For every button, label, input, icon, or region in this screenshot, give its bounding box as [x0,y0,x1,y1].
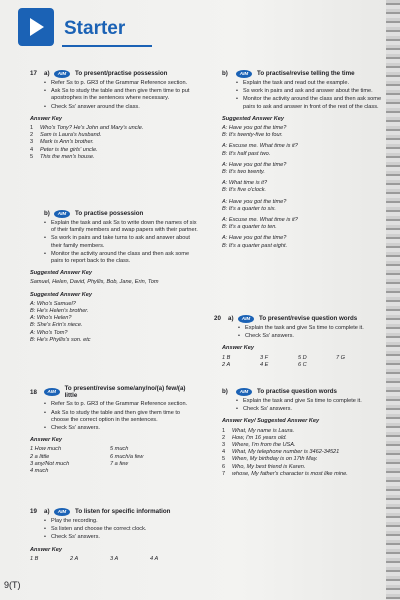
answer-item: whose, My father's character is most like mine. [232,470,348,477]
section-heading: To practise possession [75,210,144,218]
instruction-item: • Ask Ss to study the table and then give them time to put apostrophes in the sentences where necessary. [44,88,198,102]
section-heading: To practise/revise telling the time [257,70,355,78]
names-list: Samuel, Helen, David, Phyllis, Bob, Jane, Erin, Tom [30,279,159,286]
answer-key-title: Answer Key [30,115,63,122]
section-17b [30,210,198,344]
aim-icon: AIM [54,70,70,78]
instruction-item: • Check Ss' answers. [44,425,198,432]
dialogue-line: A: Excuse me. What time is it? [222,143,298,150]
answer-item: 1 B [222,354,231,361]
instructions-list [44,80,198,111]
instruction-item: • Explain the task and give Ss time to complete it. [236,398,382,405]
section-label: b) [222,388,228,396]
answer-key-title: Answer Key/ Suggested Answer Key [222,418,320,425]
dialogue-line: A: What time is it? [222,180,268,187]
answer-item: When, My birthday is on 17th May. [232,456,318,463]
dialogue-block [222,180,382,194]
section-17b-time [222,70,382,250]
dialogue-block [222,235,382,249]
answer-list: 1 What, My name is Laura. 2 How, I'm 16 years old. 3 Where, I'm from the USA. 4 What, My telephone number is 3462-34521 5 When, My birthday is on 17th May. 6 Who, My best friend is Karen. 7 whose, My father's character is most like mine. [222,427,348,477]
aim-icon: AIM [236,70,252,78]
dialogue-block [222,143,382,157]
dialogue-line: B: She's Erin's niece. [30,322,83,329]
answer-item: 2 A [70,555,79,562]
section-heading: To practise question words [257,388,337,396]
dialogue-block [222,217,382,231]
dialogue-line: A: Have you got the time? [222,235,287,242]
section-number: 17 [30,70,37,78]
dialogue-line: B: He's Helen's brother. [30,308,89,315]
answer-item: 3 F [260,354,269,361]
instructions-list [238,325,382,340]
section-heading: To present/revise some/any/no/(a) few/(a) little [64,385,186,400]
answer-item: Where, I'm from the USA. [232,442,296,449]
instruction-item: • Explain the task and ask Ss to write down the names of six of their family members and swap papers with their partner. [44,220,198,234]
section-19a [30,508,198,563]
dialogue-line: A: Have you got the time? [222,198,287,205]
dialogue-line: B: It's a quarter to ten. [222,224,277,231]
answer-list: 1 Who's Tony? He's John and Mary's uncle. 2 Sam is Laura's husband. 3 Mark is Ann's brother. 4 Peter is the girls' uncle. 5 This the men's house. [30,125,144,160]
page-number: 9(T) [4,580,21,590]
title-underline [62,45,152,47]
answer-item: This the men's house. [40,153,95,160]
instruction-item: • Monitor the activity around the class and then ask some pairs to ask and answer in front of the rest of the class. [236,96,382,110]
answer-item: How, I'm 16 years old. [232,434,287,441]
dialogue-block [222,162,382,176]
dialogue-line: B: It's twenty-five to four. [222,132,283,139]
time-dialogues [222,125,382,250]
answer-key-title: Answer Key [30,437,63,444]
instruction-item: • Ask Ss to study the table and then give them time to choose the correct option in the sentences. [44,410,198,424]
answer-item: 5 much [110,446,129,453]
answer-item: 1 How much [30,446,62,453]
answer-grid [30,446,198,475]
instruction-item: • Refer Ss to p. GR3 of the Grammar Reference section. [44,80,198,87]
instruction-item: • Check Ss' answer around the class. [44,104,198,111]
answer-grid [222,355,382,369]
dialogue-line: B: It's five o'clock. [222,187,267,194]
instruction-item: • Explain the task and read out the example. [236,80,382,87]
aim-icon: AIM [54,508,70,516]
play-icon [30,18,44,36]
answer-item: Sam is Laura's husband. [40,132,102,139]
instructions-list [236,398,382,413]
dialogue-block [222,125,382,139]
section-heading: To listen for specific information [75,508,171,516]
dialogue-line: A: Who's Samuel? [30,300,76,307]
section-label: a) [228,315,234,323]
dialogue-line: B: It's a quarter past eight. [222,242,288,249]
section-number: 19 [30,508,37,516]
section-label: b) [44,210,50,218]
instruction-item: • Check Ss' answers. [236,406,382,413]
dialogue-line: B: It's two twenty. [222,169,265,176]
section-label: a) [44,70,50,78]
answer-item: 5 D [298,354,307,361]
dialogue-line: B: It's half past two. [222,150,271,157]
aim-icon: AIM [54,210,70,218]
answer-item: 6 much/a few [110,453,144,460]
answer-item: Mark is Ann's brother. [40,139,94,146]
answer-item: What, My name is Laura. [232,427,295,434]
answer-grid [30,556,198,563]
aim-icon: AIM [238,315,254,323]
answer-key-title: Answer Key [30,546,63,553]
instruction-item: • Check Ss' answers. [44,534,198,541]
answer-item: 2 a little [30,453,50,460]
spiral-binding [386,0,400,600]
dialogue-line: A: Who's Tom? [30,329,68,336]
answer-item [110,468,190,475]
dialogue-line: B: He's Phyllis's son. etc [30,336,91,343]
instruction-item: • Play the recording. [44,518,198,525]
answer-key-title: Suggested Answer Key [30,270,92,277]
answer-item: 3 any/Not much [30,460,70,467]
answer-item: 7 a few [110,460,129,467]
answer-item: 4 E [260,361,269,368]
section-label: b) [222,70,228,78]
instructions-list [44,220,198,265]
instruction-item: • Monitor the activity around the class and then ask some pairs to report back to the class. [44,251,198,265]
answer-item: 4 much [30,468,49,475]
answer-item: Who's Tony? He's John and Mary's uncle. [40,125,144,132]
section-header [0,0,386,55]
instruction-item: • Ss listen and choose the correct clock. [44,526,198,533]
dialogue [30,301,198,344]
answer-item: Peter is the girls' uncle. [40,146,98,153]
answer-item: Who, My best friend is Karen. [232,463,306,470]
answer-item: 6 C [298,361,307,368]
dialogue-line: A: Have you got the time? [222,161,287,168]
answer-key-title: Suggested Answer Key [222,115,284,122]
answer-item: 7 G [336,354,346,361]
section-20a [214,315,382,369]
aim-icon: AIM [44,388,60,396]
page-title: Starter [64,18,126,39]
section-18 [30,385,198,475]
section-17a [30,70,198,161]
dialogue-block [222,199,382,213]
section-label: a) [44,508,50,516]
instructions-list [236,80,382,111]
instruction-item: • Check Ss' answers. [238,333,382,340]
dialogue-line: B: It's a quarter to six. [222,205,276,212]
answer-key-title: Answer Key [222,345,255,352]
instruction-item: • Explain the task and give Ss time to complete it. [238,325,382,332]
answer-item: 4 A [150,555,159,562]
section-number: 20 [214,315,221,323]
dialogue-line: A: Excuse me. What time is it? [222,217,298,224]
dialogue-line: A: Who's Helen? [30,315,72,322]
instructions-list [44,518,198,542]
answer-item [336,362,374,369]
section-number: 18 [30,388,37,396]
section-heading: To present/practise possession [75,70,168,78]
section-20b [222,388,382,478]
aim-icon: AIM [236,388,252,396]
instruction-item: • Ss work in pairs and take turns to ask and answer about their family members. [44,235,198,249]
answer-key-title: Suggested Answer Key [30,291,92,298]
dialogue-line: A: Have you got the time? [222,125,287,132]
instructions-list [44,401,198,432]
answer-item: 1 B [30,555,39,562]
instruction-item: • Ss work in pairs and ask and answer about the time. [236,88,382,95]
answer-item: 2 A [222,361,231,368]
instruction-item: • Refer Ss to p. GR3 of the Grammar Reference section. [44,401,198,408]
section-heading: To present/revise question words [259,315,358,323]
answer-item: What, My telephone number is 3462-34521 [232,449,340,456]
answer-item: 3 A [110,555,119,562]
